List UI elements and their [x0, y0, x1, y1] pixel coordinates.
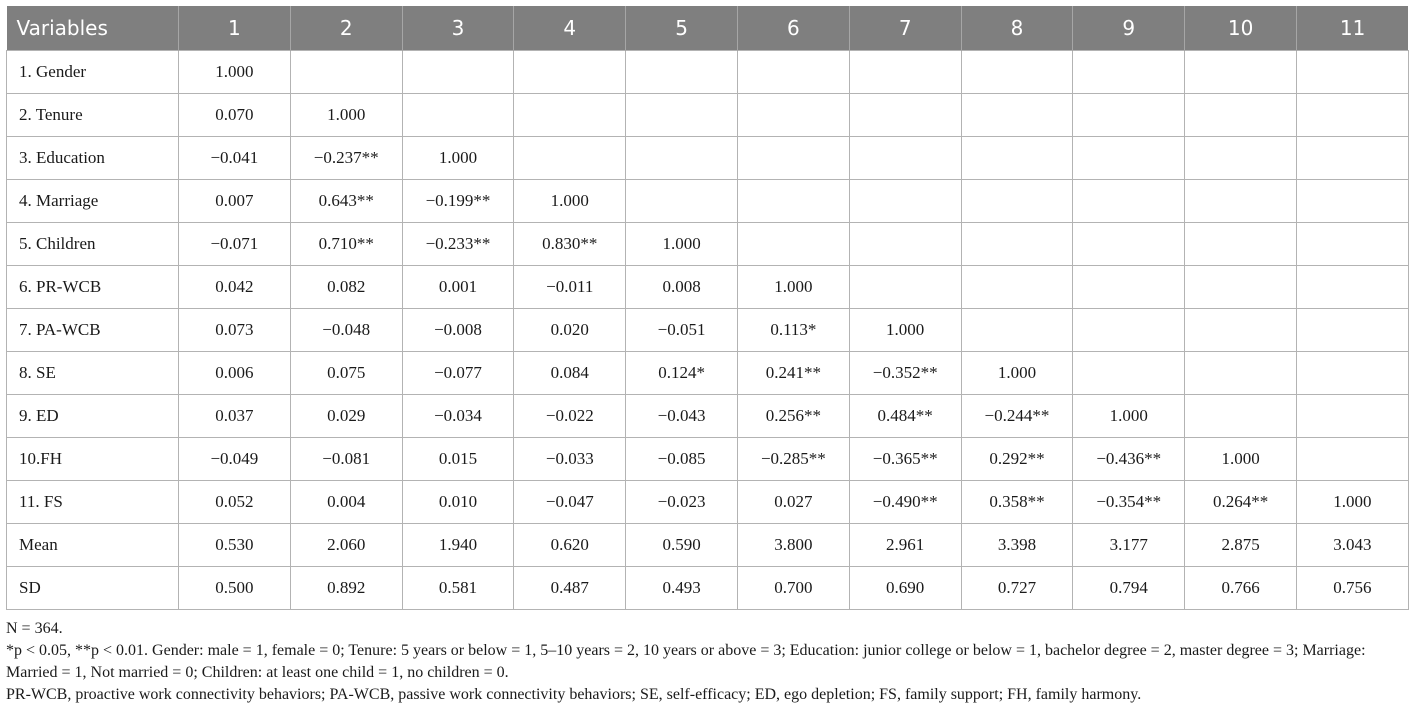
table-cell: −0.048 — [290, 309, 402, 352]
table-cell: 0.084 — [514, 352, 626, 395]
table-cell: 0.124* — [626, 352, 738, 395]
header-col-4: 4 — [514, 6, 626, 51]
table-cell — [514, 137, 626, 180]
table-cell: 0.004 — [290, 481, 402, 524]
table-cell: 1.940 — [402, 524, 514, 567]
table-cell — [961, 223, 1073, 266]
table-cell — [1073, 223, 1185, 266]
table-cell — [1073, 51, 1185, 94]
table-cell: 3.398 — [961, 524, 1073, 567]
table-cell: 0.756 — [1296, 567, 1408, 610]
table-cell: −0.285** — [737, 438, 849, 481]
header-col-9: 9 — [1073, 6, 1185, 51]
table-cell: −0.354** — [1073, 481, 1185, 524]
row-label: 3. Education — [7, 137, 179, 180]
table-cell: 0.073 — [179, 309, 291, 352]
table-cell — [1296, 180, 1408, 223]
row-label: Mean — [7, 524, 179, 567]
table-cell: 1.000 — [626, 223, 738, 266]
row-label: 2. Tenure — [7, 94, 179, 137]
table-cell — [737, 51, 849, 94]
table-cell: −0.199** — [402, 180, 514, 223]
table-cell — [514, 94, 626, 137]
table-cell — [1073, 352, 1185, 395]
table-cell: 1.000 — [961, 352, 1073, 395]
table-cell — [961, 309, 1073, 352]
table-cell — [737, 94, 849, 137]
table-cell: 0.001 — [402, 266, 514, 309]
table-cell: 1.000 — [514, 180, 626, 223]
table-cell: 0.241** — [737, 352, 849, 395]
table-cell — [849, 94, 961, 137]
table-cell: 0.113* — [737, 309, 849, 352]
table-cell — [1185, 352, 1297, 395]
table-cell: −0.051 — [626, 309, 738, 352]
table-row — [7, 567, 1409, 610]
table-notes — [6, 618, 1408, 706]
table-cell — [626, 51, 738, 94]
table-cell: −0.047 — [514, 481, 626, 524]
header-col-5: 5 — [626, 6, 738, 51]
table-cell: 3.043 — [1296, 524, 1408, 567]
table-cell: 0.264** — [1185, 481, 1297, 524]
row-label: 9. ED — [7, 395, 179, 438]
table-cell: 0.487 — [514, 567, 626, 610]
table-row — [7, 137, 1409, 180]
table-row — [7, 352, 1409, 395]
table-row — [7, 223, 1409, 266]
table-cell: 0.008 — [626, 266, 738, 309]
note-line: N = 364. — [6, 620, 63, 637]
header-col-7: 7 — [849, 6, 961, 51]
table-cell — [737, 137, 849, 180]
table-cell: 0.070 — [179, 94, 291, 137]
table-cell — [849, 137, 961, 180]
table-cell: 0.620 — [514, 524, 626, 567]
table-cell: −0.490** — [849, 481, 961, 524]
table-cell: −0.034 — [402, 395, 514, 438]
table-cell — [849, 51, 961, 94]
table-cell — [849, 180, 961, 223]
row-label: 8. SE — [7, 352, 179, 395]
table-cell — [1296, 266, 1408, 309]
table-cell — [1185, 223, 1297, 266]
table-cell — [849, 223, 961, 266]
row-label: 10.FH — [7, 438, 179, 481]
header-col-8: 8 — [961, 6, 1073, 51]
table-cell: 0.727 — [961, 567, 1073, 610]
row-label: SD — [7, 567, 179, 610]
table-cell: −0.436** — [1073, 438, 1185, 481]
table-cell: 2.961 — [849, 524, 961, 567]
header-col-2: 2 — [290, 6, 402, 51]
table-cell: 0.292** — [961, 438, 1073, 481]
table-cell — [849, 266, 961, 309]
table-cell: 1.000 — [290, 94, 402, 137]
table-cell — [737, 223, 849, 266]
table-cell: 0.358** — [961, 481, 1073, 524]
table-cell: −0.041 — [179, 137, 291, 180]
header-variables: Variables — [7, 6, 179, 51]
table-cell: −0.043 — [626, 395, 738, 438]
table-cell: 0.493 — [626, 567, 738, 610]
table-cell: 0.700 — [737, 567, 849, 610]
table-cell: 3.177 — [1073, 524, 1185, 567]
table-cell: 2.875 — [1185, 524, 1297, 567]
table-cell: 0.042 — [179, 266, 291, 309]
table-cell: 0.006 — [179, 352, 291, 395]
table-cell: −0.085 — [626, 438, 738, 481]
table-cell — [1185, 94, 1297, 137]
table-cell: 0.484** — [849, 395, 961, 438]
table-body — [7, 51, 1409, 610]
table-row — [7, 94, 1409, 137]
table-cell: 0.530 — [179, 524, 291, 567]
table-cell — [1296, 352, 1408, 395]
header-col-1: 1 — [179, 6, 291, 51]
row-label: 1. Gender — [7, 51, 179, 94]
row-label: 4. Marriage — [7, 180, 179, 223]
table-cell: 0.643** — [290, 180, 402, 223]
table-cell: 1.000 — [849, 309, 961, 352]
table-cell: −0.033 — [514, 438, 626, 481]
header-col-3: 3 — [402, 6, 514, 51]
table-cell — [402, 94, 514, 137]
table-row — [7, 51, 1409, 94]
table-cell — [1185, 266, 1297, 309]
table-cell — [1296, 94, 1408, 137]
table-cell: 0.892 — [290, 567, 402, 610]
note-line: PR-WCB, proactive work connectivity behaviors; PA-WCB, passive work connectivity behaviors; SE, self-efficacy; ED, ego depletion; FS, family support; FH, family harmony. — [6, 686, 1142, 703]
table-cell: 1.000 — [1185, 438, 1297, 481]
table-cell — [1296, 309, 1408, 352]
table-cell — [961, 51, 1073, 94]
table-cell — [1073, 266, 1185, 309]
table-cell — [1185, 137, 1297, 180]
table-cell: −0.244** — [961, 395, 1073, 438]
table-cell: −0.011 — [514, 266, 626, 309]
table-cell — [1296, 223, 1408, 266]
table-cell — [1073, 309, 1185, 352]
table-cell: −0.237** — [290, 137, 402, 180]
table-cell: 0.007 — [179, 180, 291, 223]
table-cell — [961, 137, 1073, 180]
table-cell: −0.352** — [849, 352, 961, 395]
table-cell — [1296, 438, 1408, 481]
table-cell — [1073, 180, 1185, 223]
table-row — [7, 395, 1409, 438]
table-cell: 0.690 — [849, 567, 961, 610]
table-cell: 1.000 — [1073, 395, 1185, 438]
table-cell — [1073, 137, 1185, 180]
correlation-table — [6, 6, 1409, 610]
table-cell — [1073, 94, 1185, 137]
table-cell: −0.081 — [290, 438, 402, 481]
table-cell — [514, 51, 626, 94]
table-cell: 0.037 — [179, 395, 291, 438]
table-cell — [1296, 137, 1408, 180]
table-cell — [626, 180, 738, 223]
row-label: 7. PA-WCB — [7, 309, 179, 352]
table-cell — [1185, 309, 1297, 352]
table-cell: −0.023 — [626, 481, 738, 524]
table-cell: −0.008 — [402, 309, 514, 352]
table-cell: −0.365** — [849, 438, 961, 481]
header-col-10: 10 — [1185, 6, 1297, 51]
row-label: 6. PR-WCB — [7, 266, 179, 309]
table-cell — [626, 94, 738, 137]
row-label: 5. Children — [7, 223, 179, 266]
table-cell — [1185, 51, 1297, 94]
table-header-row — [7, 6, 1409, 51]
table-cell: 1.000 — [179, 51, 291, 94]
table-cell: 0.256** — [737, 395, 849, 438]
table-cell — [290, 51, 402, 94]
table-cell: 1.000 — [402, 137, 514, 180]
table-cell — [1185, 395, 1297, 438]
table-cell: 0.581 — [402, 567, 514, 610]
table-cell: 1.000 — [1296, 481, 1408, 524]
correlation-table-figure — [6, 6, 1408, 706]
table-cell — [626, 137, 738, 180]
table-cell: 0.082 — [290, 266, 402, 309]
table-cell: −0.071 — [179, 223, 291, 266]
note-line: *p < 0.05, **p < 0.01. Gender: male = 1, female = 0; Tenure: 5 years or below = 1, 5–10 years = 2, 10 years or above = 3; Education: junior college or below = 1, bachelor degree = 2, master degree = 3; Marriage: Married = 1, Not married = 0; Children: at least one child = 1, no children = 0. — [6, 642, 1366, 681]
table-cell — [961, 180, 1073, 223]
table-cell: 0.015 — [402, 438, 514, 481]
table-cell — [737, 180, 849, 223]
table-cell: 0.027 — [737, 481, 849, 524]
table-row — [7, 309, 1409, 352]
table-cell: 0.020 — [514, 309, 626, 352]
table-cell: −0.022 — [514, 395, 626, 438]
table-row — [7, 180, 1409, 223]
table-cell — [1296, 51, 1408, 94]
table-cell: 0.794 — [1073, 567, 1185, 610]
table-cell — [1296, 395, 1408, 438]
table-cell: −0.077 — [402, 352, 514, 395]
table-cell — [961, 94, 1073, 137]
table-cell: 0.029 — [290, 395, 402, 438]
table-cell: 0.830** — [514, 223, 626, 266]
table-cell: 0.710** — [290, 223, 402, 266]
table-cell: 0.075 — [290, 352, 402, 395]
table-cell: 2.060 — [290, 524, 402, 567]
row-label: 11. FS — [7, 481, 179, 524]
table-cell — [1185, 180, 1297, 223]
table-row — [7, 524, 1409, 567]
header-col-6: 6 — [737, 6, 849, 51]
table-cell: 0.766 — [1185, 567, 1297, 610]
table-cell: 3.800 — [737, 524, 849, 567]
table-cell: 1.000 — [737, 266, 849, 309]
table-row — [7, 438, 1409, 481]
table-row — [7, 481, 1409, 524]
header-col-11: 11 — [1296, 6, 1408, 51]
table-cell — [402, 51, 514, 94]
table-cell: −0.233** — [402, 223, 514, 266]
table-cell — [961, 266, 1073, 309]
table-row — [7, 266, 1409, 309]
table-cell: 0.590 — [626, 524, 738, 567]
table-cell: 0.010 — [402, 481, 514, 524]
table-cell: 0.500 — [179, 567, 291, 610]
table-cell: 0.052 — [179, 481, 291, 524]
table-cell: −0.049 — [179, 438, 291, 481]
